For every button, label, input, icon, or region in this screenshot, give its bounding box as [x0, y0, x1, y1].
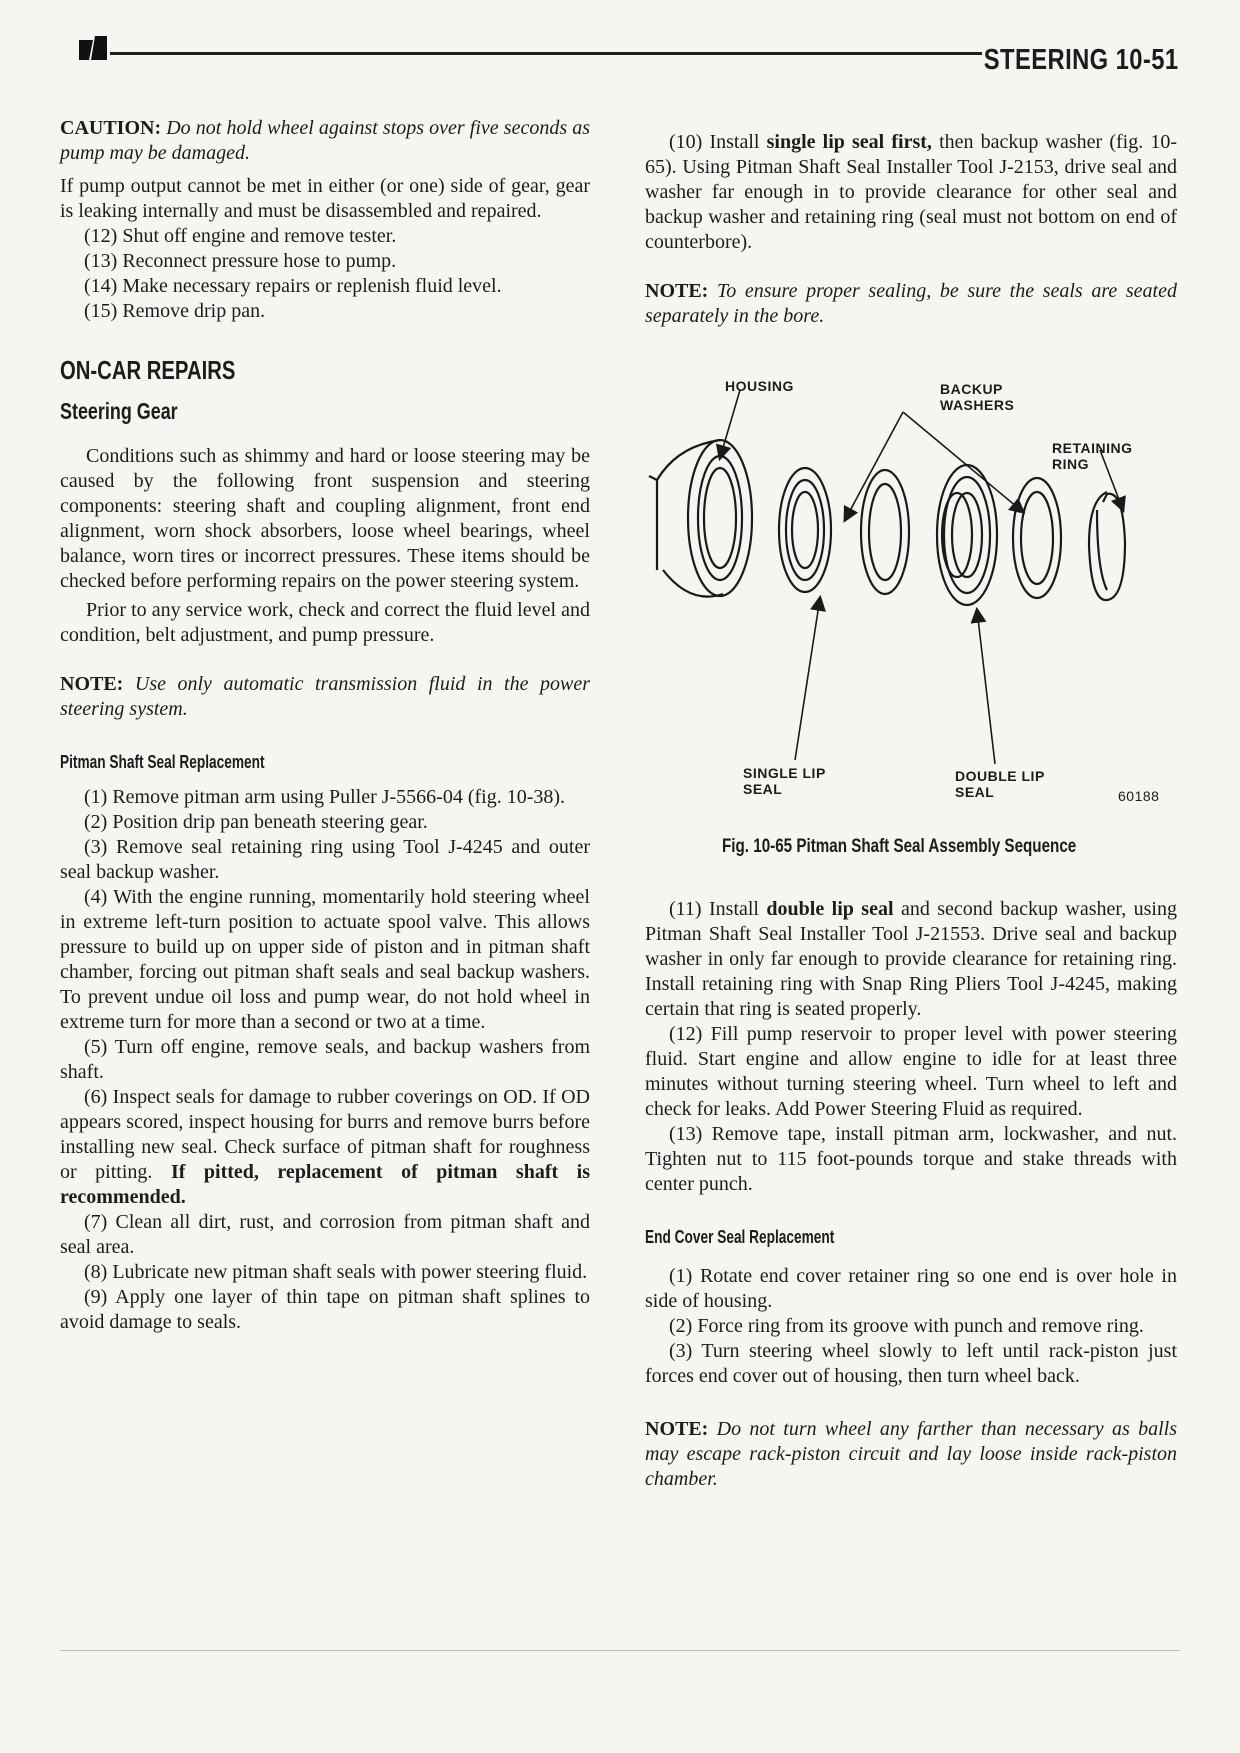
jeep-logo-icon: [79, 36, 107, 60]
step11-text-b: and second backup washer, using Pitman Shaft Seal Installer Tool J-21553. Drive seal and backup washer in only far enough to provide clearance for retaining ring. Install retaining ring with Snap Ring Pliers Tool J-4245, making certain that ring is seated properly.: [645, 898, 1177, 1020]
step6-text: (6) Inspect seals for damage to rubber coverings on OD. If OD appears scored, inspect housing for burrs and remove burrs before installing new seal. Check surface of pitman shaft for roughness or pitting.: [60, 1086, 590, 1183]
step6-bold: If pitted, replacement of pitman shaft is recommended.: [60, 1161, 590, 1208]
note2-label: NOTE:: [645, 1418, 709, 1440]
double-lip-seal-part: [937, 465, 997, 605]
caution-text: Do not hold wheel against stops over five seconds as pump may be damaged.: [60, 117, 590, 164]
backup-washer-part: [1013, 478, 1061, 598]
step-item: (12) Shut off engine and remove tester.: [84, 225, 397, 247]
pump-output-paragraph: If pump output cannot be met in either (or one) side of gear, gear is leaking internally and must be disassembled and repaired.: [60, 175, 590, 222]
step10-text-a: (10) Install: [669, 131, 767, 153]
note2-paragraph: [645, 1417, 1177, 1492]
step-item: (3) Turn steering wheel slowly to left until rack-piston just forces end cover out of housing, then turn wheel back.: [645, 1340, 1177, 1387]
seal-assembly-diagram: [645, 370, 1185, 810]
header-rule: [110, 52, 982, 55]
note-label: NOTE:: [60, 673, 124, 695]
caution-paragraph: [60, 116, 590, 166]
step-item: (2) Position drip pan beneath steering gear.: [84, 811, 428, 833]
footer-rule: [60, 1650, 1180, 1651]
note-paragraph: [60, 672, 590, 722]
prior-paragraph: Prior to any service work, check and correct the fluid level and condition, belt adjustment, and pump pressure.: [60, 599, 590, 646]
step-item: (2) Force ring from its groove with punch and remove ring.: [669, 1315, 1144, 1337]
heading-end-cover-seal: End Cover Seal Replacement: [645, 1227, 835, 1247]
label-double-lip-seal: DOUBLE LIP SEAL: [955, 768, 1045, 800]
label-single-lip-seal: SINGLE LIP SEAL: [743, 765, 826, 797]
step-item: (12) Fill pump reservoir to proper level with power steering fluid. Start engine and allow engine to idle for at least three minutes without turning steering wheel. Turn wheel to left and check for leaks. Add Power Steering Fluid as required.: [645, 1023, 1177, 1120]
label-retaining-ring: RETAINING RING: [1052, 440, 1133, 472]
conditions-paragraph: Conditions such as shimmy and hard or loose steering may be caused by the following front suspension and steering components: steering shaft and coupling alignment, front end alignment, worn shock absorbers, loose wheel bearings, wheel balance, worn tires or incorrect pressures. These items should be checked before performing repairs on the power steering system.: [60, 445, 590, 592]
step-item: (7) Clean all dirt, rust, and corrosion from pitman shaft and seal area.: [60, 1211, 590, 1258]
step-item: (15) Remove drip pan.: [84, 300, 266, 322]
figure-number: 60188: [1118, 788, 1160, 804]
heading-pitman-shaft-seal: Pitman Shaft Seal Replacement: [60, 752, 265, 772]
right-column: [645, 130, 1177, 329]
step-item: (13) Remove tape, install pitman arm, lockwasher, and nut. Tighten nut to 115 foot-pounds torque and stake threads with center punch.: [645, 1123, 1177, 1195]
heading-steering-gear: Steering Gear: [60, 398, 178, 424]
caution-label: CAUTION:: [60, 117, 162, 139]
label-housing: HOUSING: [725, 378, 794, 394]
step-item: (4) With the engine running, momentarily hold steering wheel in extreme left-turn position to actuate spool valve. This allows pressure to build up on upper side of piston and in pitman shaft chamber, forcing out pitman shaft seals and seal backup washers. To prevent undue oil loss and pump wear, do not hold wheel in extreme turn for more than a second or two at a time.: [60, 886, 590, 1033]
note-text: Use only automatic transmission fluid in the power steering system.: [60, 673, 590, 720]
step-item: (14) Make necessary repairs or replenish fluid level.: [84, 275, 502, 297]
note1-label: NOTE:: [645, 280, 709, 302]
step-item: (9) Apply one layer of thin tape on pitman shaft splines to avoid damage to seals.: [60, 1286, 590, 1333]
housing-part: [649, 440, 752, 597]
step11-bold: double lip seal: [766, 898, 894, 920]
step-item: (5) Turn off engine, remove seals, and backup washers from shaft.: [60, 1036, 590, 1083]
step-item: (13) Reconnect pressure hose to pump.: [84, 250, 397, 272]
heading-on-car-repairs: ON-CAR REPAIRS: [60, 355, 236, 385]
note2-text: Do not turn wheel any farther than necessary as balls may escape rack-piston circuit and lay loose inside rack-piston chamber.: [645, 1418, 1177, 1490]
step-item: (3) Remove seal retaining ring using Tool J-4245 and outer seal backup washer.: [60, 836, 590, 883]
section-title: STEERING 10-51: [983, 44, 1178, 76]
step-item: (8) Lubricate new pitman shaft seals with power steering fluid.: [84, 1261, 588, 1283]
seal-assembly-figure: [645, 370, 1185, 810]
retaining-ring-part: [1089, 492, 1125, 600]
step-item: (1) Remove pitman arm using Puller J-5566-04 (fig. 10-38).: [84, 786, 566, 808]
single-lip-seal-part: [779, 468, 831, 592]
step11-paragraph: [645, 897, 1177, 1022]
note1-paragraph: [645, 279, 1177, 329]
backup-washer-part: [861, 470, 909, 594]
step-item: (1) Rotate end cover retainer ring so one end is over hole in side of housing.: [645, 1265, 1177, 1312]
figure-caption: Fig. 10-65 Pitman Shaft Seal Assembly Sequence: [722, 836, 1077, 857]
step11-text-a: (11) Install: [669, 898, 767, 920]
note1-text: To ensure proper sealing, be sure the seals are seated separately in the bore.: [645, 280, 1177, 327]
step10-bold: single lip seal first,: [766, 131, 932, 153]
step-item: [60, 1085, 590, 1210]
step10-paragraph: [645, 130, 1177, 255]
left-column: [60, 116, 590, 1335]
step10-text-b: then backup washer (fig. 10-65). Using Pitman Shaft Seal Installer Tool J-2153, drive seal and washer far enough in to provide clearance for other seal and backup washer and retaining ring (seal must not bottom on end of counterbore).: [645, 131, 1178, 253]
label-backup-washers: BACKUP WASHERS: [940, 381, 1015, 413]
right-column-lower: [645, 897, 1177, 1492]
